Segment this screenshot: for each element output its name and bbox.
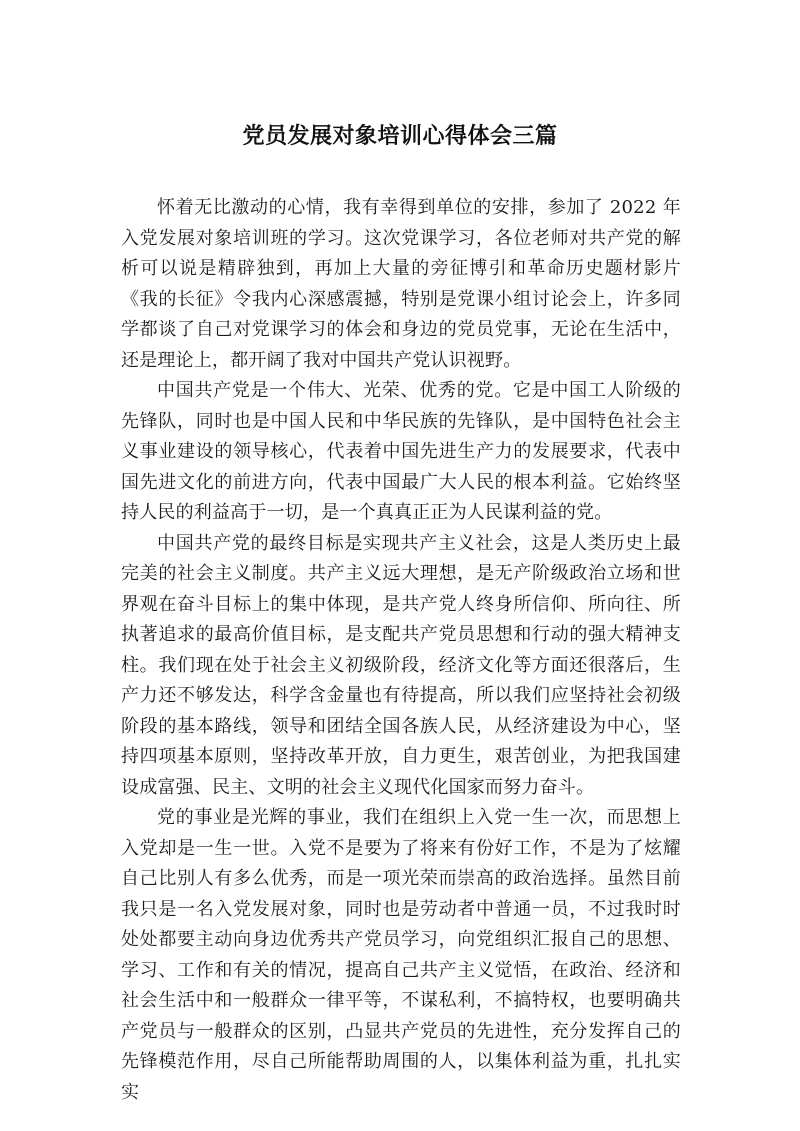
paragraph-3: 中国共产党的最终目标是实现共产主义社会，这是人类历史上最完美的社会主义制度。共产主义远大理想，是无产阶级政治立场和世界观在奋斗目标上的集中体现，是共产党人终身所信仰、所向往、所执著追求的最高价值目标，是支配共产党员思想和行动的强大精神支柱。我们现在处于社会主义初级阶段，经济文化等方面还很落后，生产力还不够发达，科学含金量也有待提高，所以我们应坚持社会初级阶段的基本路线，领导和团结全国各族人民，从经济建设为中心，坚持四项基本原则，坚持改革开放，自力更生，艰苦创业，为把我国建设成富强、民主、文明的社会主义现代化国家而努力奋斗。 <box>121 532 681 798</box>
document-title: 党员发展对象培训心得体会三篇 <box>242 124 558 149</box>
paragraph-1: 怀着无比激动的心情，我有幸得到单位的安排，参加了 2022 年入党发展对象培训班的学习。这次党课学习，各位老师对共产党的解析可以说是精辟独到，再加上大量的旁征博引和革命历史题材影片《我的长征》令我内心深感震撼，特别是党课小组讨论会上，许多同学都谈了自己对党课学习的体会和身边的党员党事，无论在生活中，还是理论上，都开阔了我对中国共产党认识视野。 <box>121 197 681 371</box>
paragraph-2: 中国共产党是一个伟大、光荣、优秀的党。它是中国工人阶级的先锋队，同时也是中国人民和中华民族的先锋队，是中国特色社会主义事业建设的领导核心，代表着中国先进生产力的发展要求，代表中国先进文化的前进方向，代表中国最广大人民的根本利益。它始终坚持人民的利益高于一切，是一个真真正正为人民谋利益的党。 <box>121 380 681 523</box>
paragraph-4: 党的事业是光辉的事业，我们在组织上入党一生一次，而思想上入党却是一生一世。入党不是要为了将来有份好工作，不是为了炫耀自己比别人有多么优秀，而是一项光荣而崇高的政治选择。虽然目前我只是一名入党发展对象，同时也是劳动者中普通一员，不过我时时处处都要主动向身边优秀共产党员学习，向党组织汇报自己的思想、学习、工作和有关的情况，提高自己共产主义觉悟，在政治、经济和社会生活中和一般群众一律平等，不谋私利，不搞特权，也要明确共产党员与一般群众的区别，凸显共产党员的先进性，充分发挥自己的先锋模范作用，尽自己所能帮助周围的人，以集体利益为重，扎扎实实 <box>121 807 681 1103</box>
document-body <box>121 193 681 1108</box>
